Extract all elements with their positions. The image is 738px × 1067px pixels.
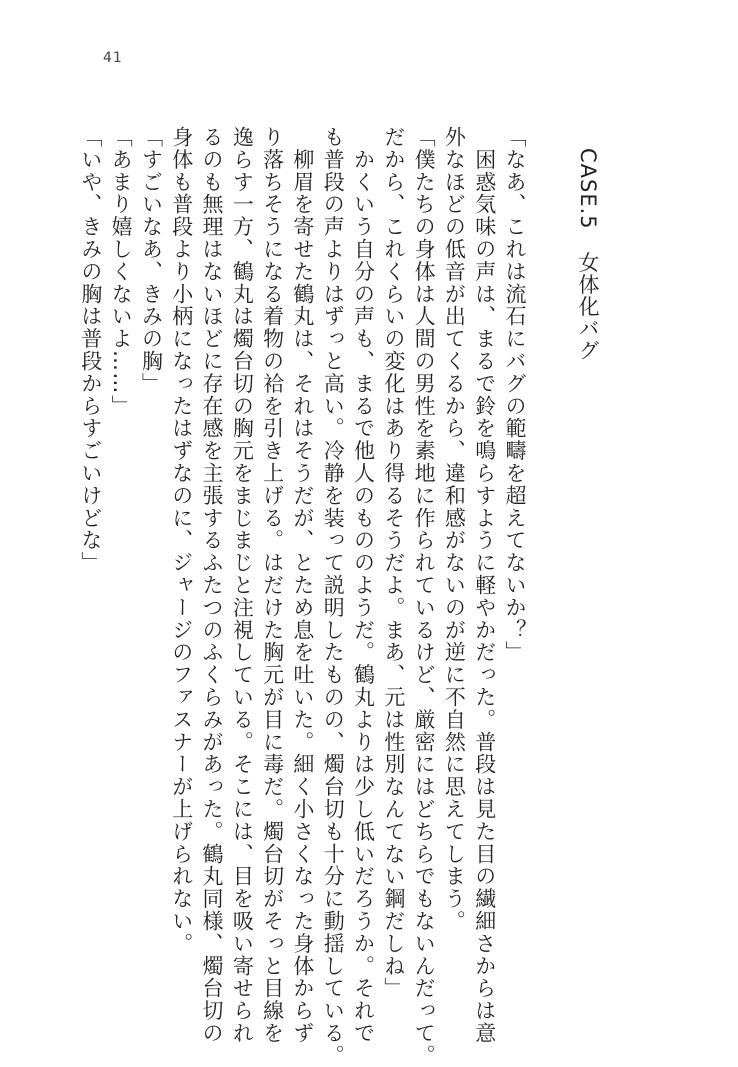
text-line: り落ちそうになる着物の袷を引き上げる。はだけた胸元が目に毒だ。燭台切がそっと目線を <box>260 126 285 1045</box>
text-line: 「すごいなあ、きみの胸」 <box>139 126 164 395</box>
chapter-title: CASE.5 女体化バグ <box>576 148 600 362</box>
text-line: 逸らす一方、鶴丸は燭台切の胸元をまじまじと注視している。そこには、目を吸い寄せられ <box>230 126 255 1045</box>
text-line: 「あまり嬉しくないよ……」 <box>109 126 134 418</box>
text-line: 「僕たちの身体は人間の男性を素地に作られているけど、厳密にはどちらでもないんだって。 <box>412 126 437 1067</box>
text-line: も普段の声よりはずっと高い。冷静を装って説明したものの、燭台切も十分に動揺している。 <box>321 126 346 1067</box>
text-line: 「なあ、これは流石にバグの範疇を超えてないか？」 <box>503 126 527 664</box>
text-line: かくいう自分の声も、まるで他人のもののようだ。鶴丸よりは少し低いだろうか。それで <box>351 126 376 1045</box>
text-line: 身体も普段より小柄になったはずなのに、ジャージのファスナーが上げられない。 <box>169 126 194 955</box>
page-number: 41 <box>103 50 123 66</box>
text-line: るのも無理はないほどに存在感を主張するふたつのふくらみがあった。鶴丸同様、燭台切の <box>200 126 225 1045</box>
body-text <box>76 126 530 1067</box>
text-line: だから、これくらいの変化はあり得るそうだよ。まあ、元は性別なんてない鋼だしね」 <box>381 126 406 1000</box>
text-line: 柳眉を寄せた鶴丸は、それはそうだが、とため息を吐いた。細く小さくなった身体からず <box>290 126 315 1045</box>
text-line: 「いや、きみの胸は普段からすごいけどな」 <box>78 126 103 574</box>
text-line: 外なほどの低音が出てくるから、違和感がないのが逆に不自然に思えてしまう。 <box>442 126 467 933</box>
text-line: 困惑気味の声は、まるで鈴を鳴らすように軽やかだった。普段は見た目の繊細さからは意 <box>472 126 497 1045</box>
